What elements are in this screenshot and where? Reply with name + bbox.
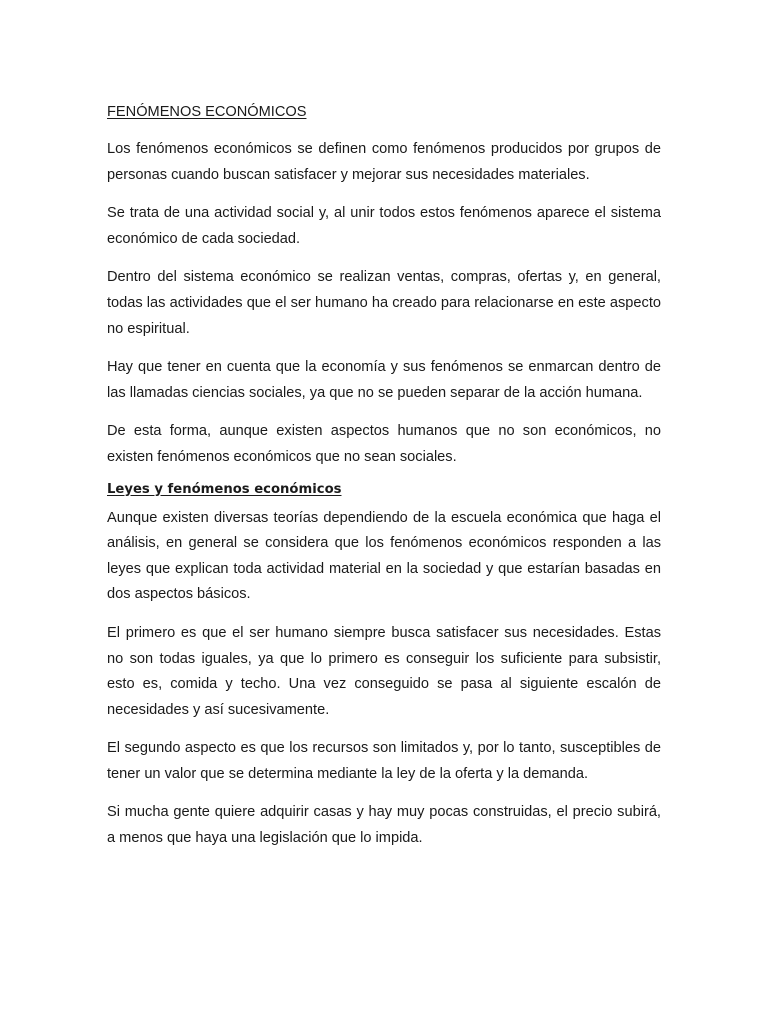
- document-title: FENÓMENOS ECONÓMICOS: [107, 104, 307, 120]
- paragraph: Se trata de una actividad social y, al unir todos estos fenómenos aparece el sistema económico de cada sociedad.: [107, 205, 661, 247]
- paragraph: Si mucha gente quiere adquirir casas y hay muy pocas construidas, el precio subirá, a menos que haya una legislación que lo impida.: [107, 804, 661, 847]
- paragraph: El segundo aspecto es que los recursos son limitados y, por lo tanto, susceptibles de tener un valor que se determina mediante la ley de la oferta y la demanda.: [107, 740, 661, 782]
- paragraph: De esta forma, aunque existen aspectos humanos que no son económicos, no existen fenómenos económicos que no sean sociales.: [107, 423, 661, 465]
- section-subtitle: Leyes y fenómenos económicos: [107, 481, 342, 497]
- document-page: [107, 101, 661, 865]
- paragraph: Los fenómenos económicos se definen como fenómenos producidos por grupos de personas cuando buscan satisfacer y mejorar sus necesidades materiales.: [107, 141, 661, 183]
- paragraph: Hay que tener en cuenta que la economía y sus fenómenos se enmarcan dentro de las llamadas ciencias sociales, ya que no se pueden separar de la acción humana.: [107, 359, 661, 401]
- paragraph: El primero es que el ser humano siempre busca satisfacer sus necesidades. Estas no son todas iguales, ya que lo primero es conseguir los suficiente para subsistir, esto es, comida y techo. Una vez conseguido se pasa al siguiente escalón de necesidades y así sucesivamente.: [107, 624, 661, 718]
- paragraph: Aunque existen diversas teorías dependiendo de la escuela económica que haga el análisis, en general se considera que los fenómenos económicos responden a las leyes que explican toda actividad material en la sociedad y que estarían basadas en dos aspectos básicos.: [107, 509, 661, 603]
- paragraph: Dentro del sistema económico se realizan ventas, compras, ofertas y, en general, todas las actividades que el ser humano ha creado para relacionarse en este aspecto no espiritual.: [107, 269, 661, 337]
